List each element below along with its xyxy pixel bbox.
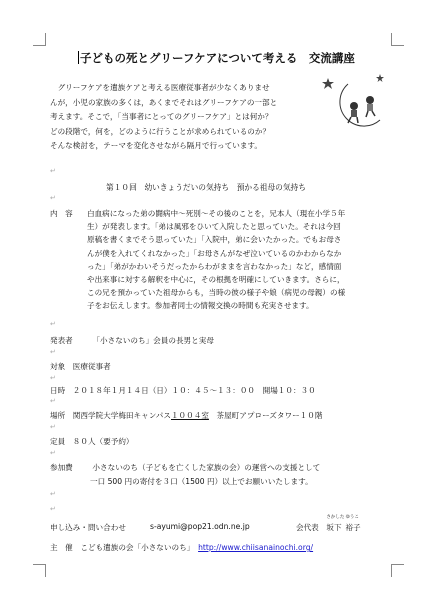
- fee-line-2[interactable]: 一口 500 円の寄付を３口（1500 円）以上でお願いいたします。: [90, 477, 313, 486]
- child-icon: [366, 96, 375, 117]
- moon-children-illustration: [320, 70, 392, 136]
- content-line: や出来事に対する解釈を中心に，その根拠を明確にしていきます。さらに，: [87, 275, 345, 285]
- contact-row[interactable]: [50, 515, 361, 533]
- paragraph-mark: ↵: [50, 348, 56, 356]
- child-icon: [348, 102, 358, 123]
- venue-label: 場所: [50, 411, 66, 420]
- representative: [296, 515, 361, 533]
- organizer-name: こども遺族の会「小さないのち」: [80, 543, 195, 552]
- fee-row[interactable]: [50, 462, 320, 473]
- crop-mark-top-left: [33, 33, 46, 46]
- content-line: 原稿を書くまでそう思っていた」「入院中，弟に会いたかった。でもお母さ: [87, 235, 342, 245]
- representative-given-name: ゆうこ 裕子: [345, 515, 361, 532]
- paragraph-mark: ↵: [50, 490, 56, 498]
- paragraph-mark: ↵: [50, 167, 56, 175]
- paragraph-mark: ↵: [50, 449, 56, 457]
- venue-value: 関西学院大学梅田キャンパス: [72, 411, 171, 420]
- paragraph-mark: ↵: [50, 505, 56, 513]
- crop-mark-top-right: [391, 33, 404, 46]
- datetime-row[interactable]: [50, 385, 316, 396]
- intro-line: 考えます。そこで，「当事者にとってのグリーフケア」とは何か？: [50, 112, 273, 122]
- document-title-text: 子どもの死とグリーフケアについて考える 交流講座: [80, 51, 355, 65]
- presenter-value: 「小さないのち」会員の長男と実母: [92, 336, 214, 345]
- presenter-row[interactable]: [50, 335, 214, 346]
- contact-email[interactable]: s-ayumi@pop21.odn.ne.jp: [150, 522, 250, 531]
- datetime-value: ２０１８年１月１４日（日）１０：４５～１３：００ 開場１０：３０: [72, 386, 316, 395]
- content-line: った」「弟がかわいそうだったからわがままを言わなかった」など，感情面: [87, 261, 342, 271]
- intro-line: どの段階で，何を，どのように行うことが求められているのか？: [50, 126, 271, 136]
- target-value: 医療従事者: [72, 362, 111, 371]
- fee-line-1: 小さないのち（子どもを亡くした家族の会）の運営への支援として: [92, 463, 321, 472]
- content-line: 白血病になった弟の闘病中～死別～その後のことを，兄本人（現在小学５年: [87, 209, 346, 218]
- datetime-label: 日時: [50, 386, 66, 395]
- venue-room: １００４室: [170, 411, 209, 420]
- intro-line: グリーフケアを遺族ケアと考える医療従事者が少なくありませ: [57, 83, 270, 92]
- paragraph-mark: ↵: [50, 397, 56, 405]
- target-label: 対象: [50, 362, 66, 371]
- content-text: [87, 207, 400, 313]
- representative-surname: さかした 坂下: [326, 515, 345, 532]
- capacity-row[interactable]: [50, 436, 134, 447]
- surname-ruby: さかした: [326, 515, 345, 520]
- content-line: 生）が発表します。「弟は風邪をひいて入院したと思っていた。それは今回: [87, 222, 341, 232]
- star-icon: [322, 78, 334, 89]
- content-line: 子をお伝えします。参加者同士の情報交換の時間も充実させます。: [87, 301, 314, 311]
- target-row[interactable]: [50, 361, 111, 372]
- content-line: この兄を預かっていた祖母からも，当時の彼の様子や娘（病児の母親）の様: [87, 288, 346, 298]
- session-title[interactable]: 第１０回 幼いきょうだいの気持ち 預かる祖母の気持ち: [106, 183, 306, 192]
- contact-label: 申し込み・問い合わせ: [50, 523, 126, 532]
- moon-icon: [340, 84, 380, 126]
- intro-line: んが，小児の家族の多くは，あくまでそれはグリーフケアの一部と: [50, 97, 278, 107]
- intro-line: そんな検討を，テーマを変化させながら隔月で行っています。: [50, 141, 263, 151]
- organizer-link[interactable]: http://www.chiisanainochi.org/: [198, 543, 314, 552]
- star-icon: [376, 74, 384, 82]
- organizer-row[interactable]: [50, 542, 313, 553]
- document-title[interactable]: [78, 50, 355, 66]
- content-line: んが僕を入れてくれなかった」「お母さんがなぜ泣いているのかわからなか: [87, 248, 342, 258]
- paragraph-mark: ↵: [50, 194, 56, 202]
- intro-paragraph[interactable]: [50, 81, 312, 154]
- paragraph-mark: ↵: [50, 374, 56, 382]
- capacity-value: ８０人（要予約）: [72, 437, 134, 446]
- capacity-label: 定員: [50, 437, 66, 446]
- paragraph-mark: ↵: [50, 320, 56, 328]
- organizer-label: 主 催: [50, 543, 73, 552]
- representative-label: 会代表: [296, 523, 319, 532]
- paragraph-mark: ↵: [50, 423, 56, 431]
- given-name-ruby: ゆうこ: [345, 515, 359, 520]
- venue-row[interactable]: [50, 410, 322, 421]
- fee-label: 参加費: [50, 463, 73, 472]
- venue-building: 茶屋町アプローズタワー１０階: [208, 411, 323, 420]
- text-cursor: [78, 51, 79, 64]
- crop-mark-bottom-left: [33, 564, 46, 577]
- crop-mark-bottom-right: [391, 564, 404, 577]
- content-label: 内 容: [50, 209, 73, 218]
- presenter-label: 発表者: [50, 336, 73, 345]
